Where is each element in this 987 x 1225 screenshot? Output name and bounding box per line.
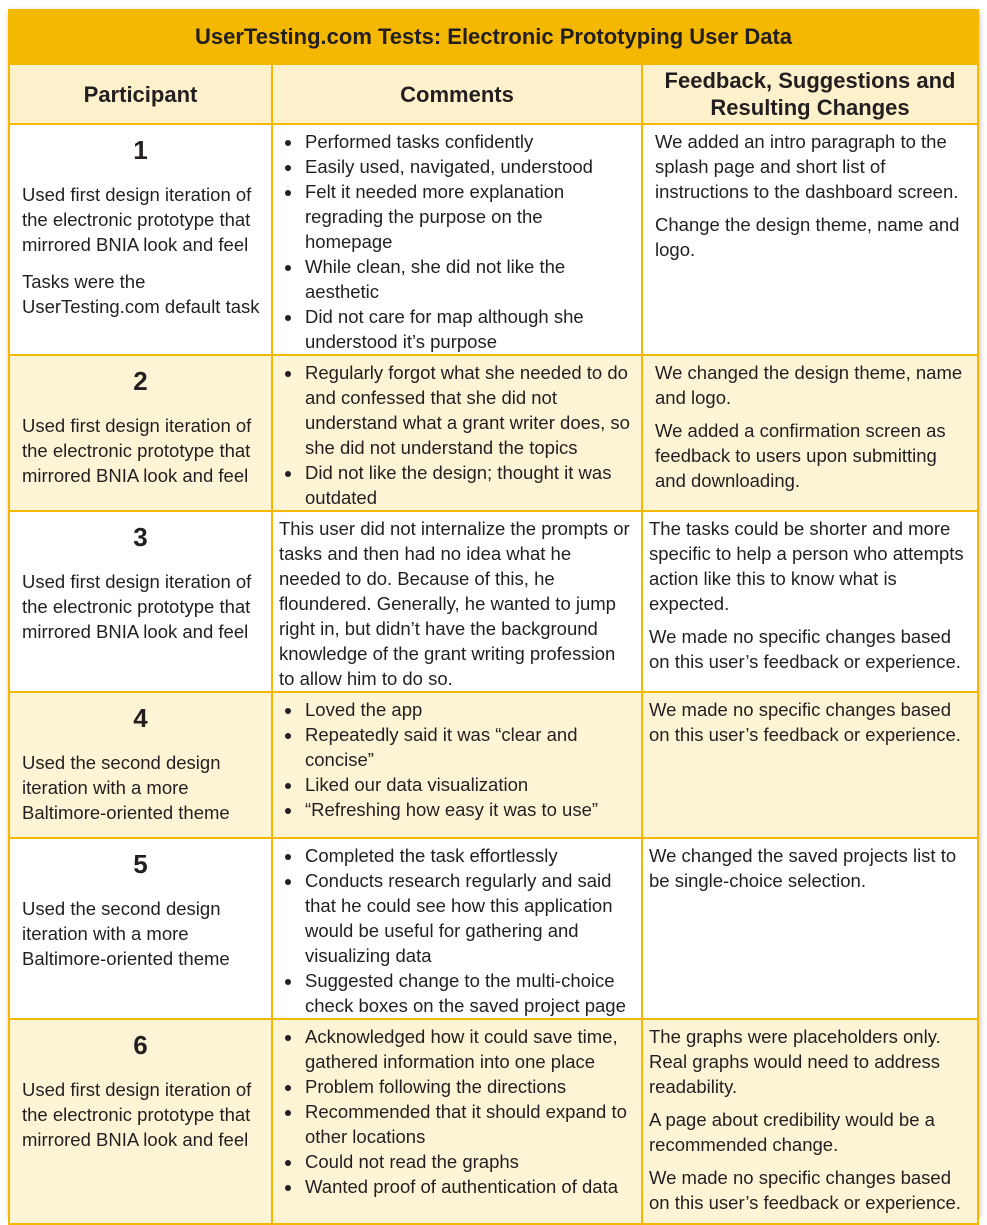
table-title: UserTesting.com Tests: Electronic Prototyping User Data (9, 10, 978, 64)
participant-cell (9, 124, 272, 355)
comments-list (273, 697, 641, 822)
feedback-paragraph: The tasks could be shorter and more specific to help a person who attempts action like this to know what is expected. (649, 518, 964, 614)
feedback-cell (642, 124, 978, 355)
participant-description: Used first design iteration of the electronic prototype that mirrored BNIA look and feel (22, 571, 252, 642)
participant-cell (9, 838, 272, 1019)
table-row (9, 838, 978, 1019)
feedback-cell (642, 692, 978, 838)
feedback-cell (642, 1019, 978, 1224)
comments-list (273, 360, 641, 510)
feedback-paragraph: We made no specific changes based on this user’s feedback or experience. (649, 699, 961, 745)
comment-item: • Recommended that it should expand to other locations (303, 1099, 635, 1149)
feedback-paragraph: Change the design theme, name and logo. (655, 214, 960, 260)
comment-item: • Did not care for map although she understood it’s purpose (303, 304, 635, 354)
feedback-paragraph: A page about credibility would be a recommended change. (649, 1109, 935, 1155)
participant-number: 4 (133, 703, 148, 733)
comment-item: • Suggested change to the multi-choice check boxes on the saved project page (303, 968, 635, 1018)
table-row (9, 124, 978, 355)
comment-item: • Conducts research regularly and said that he could see how this application would be useful for gathering and visualizing data (303, 868, 635, 968)
participant-description: Used first design iteration of the electronic prototype that mirrored BNIA look and feel (22, 1079, 252, 1150)
comments-cell (272, 355, 642, 511)
participant-number: 3 (133, 522, 148, 552)
participant-number: 2 (133, 366, 148, 396)
comments-cell (272, 692, 642, 838)
comment-item: • Acknowledged how it could save time, gathered information into one place (303, 1024, 635, 1074)
participant-description: Used the second design iteration with a more Baltimore-oriented theme (22, 752, 230, 823)
comments-cell (272, 838, 642, 1019)
header-feedback-line2: Resulting Changes (710, 95, 910, 120)
feedback-paragraph: We changed the saved projects list to be single-choice selection. (649, 845, 957, 891)
table-row (9, 355, 978, 511)
participant-cell (9, 511, 272, 692)
participant-number: 1 (133, 135, 148, 165)
feedback-cell (642, 838, 978, 1019)
table-row (9, 692, 978, 838)
comments-list (273, 129, 641, 354)
comments-cell (272, 511, 642, 692)
comments-cell (272, 124, 642, 355)
comment-item: • Repeatedly said it was “clear and concise” (303, 722, 635, 772)
comment-item: • Easily used, navigated, understood (303, 154, 635, 179)
feedback-paragraph: We added an intro paragraph to the splash page and short list of instructions to the dashboard screen. (655, 131, 959, 202)
comment-item: • Could not read the graphs (303, 1149, 635, 1174)
feedback-paragraph: We added a confirmation screen as feedback to users upon submitting and downloading. (655, 420, 946, 491)
comment-item: • Loved the app (303, 697, 635, 722)
comment-item: • Felt it needed more explanation regrading the purpose on the homepage (303, 179, 635, 254)
participant-description: Used the second design iteration with a more Baltimore-oriented theme (22, 898, 230, 969)
user-testing-table-frame (8, 9, 977, 1215)
participant-cell (9, 692, 272, 838)
feedback-cell (642, 355, 978, 511)
comments-list (273, 1024, 641, 1199)
feedback-paragraph: We changed the design theme, name and logo. (655, 362, 963, 408)
comments-list (273, 843, 641, 1018)
header-feedback (642, 64, 978, 124)
comments-cell (272, 1019, 642, 1224)
header-participant: Participant (9, 64, 272, 124)
feedback-paragraph: We made no specific changes based on this user’s feedback or experience. (649, 1167, 961, 1213)
participant-description: Used first design iteration of the electronic prototype that mirrored BNIA look and feel (22, 415, 252, 486)
participant-description: Used first design iteration of the electronic prototype that mirrored BNIA look and feel (22, 184, 252, 255)
comment-item: • While clean, she did not like the aesthetic (303, 254, 635, 304)
user-testing-table (8, 9, 979, 1225)
comment-item: • Completed the task effortlessly (303, 843, 635, 868)
comment-item: • Performed tasks confidently (303, 129, 635, 154)
participant-number: 5 (133, 849, 148, 879)
feedback-paragraph: The graphs were placeholders only. Real graphs would need to address readability. (649, 1026, 941, 1097)
feedback-cell (642, 511, 978, 692)
header-comments: Comments (272, 64, 642, 124)
feedback-paragraph: We made no specific changes based on this user’s feedback or experience. (649, 626, 961, 672)
comment-item: • Problem following the directions (303, 1074, 635, 1099)
comment-item: • Liked our data visualization (303, 772, 635, 797)
comment-paragraph: This user did not internalize the prompts or tasks and then had no idea what he needed to do. Because of this, he floundered. Generally, he wanted to jump right in, but didn’t have the background knowledge of the grant writing profession to allow him to do so. (279, 518, 630, 689)
comment-item: • Did not like the design; thought it was outdated (303, 460, 635, 510)
comment-item: • Wanted proof of authentication of data (303, 1174, 635, 1199)
participant-cell (9, 355, 272, 511)
table-row (9, 511, 978, 692)
participant-number: 6 (133, 1030, 148, 1060)
comment-item: • “Refreshing how easy it was to use” (303, 797, 635, 822)
table-row (9, 1019, 978, 1224)
comment-item: • Regularly forgot what she needed to do and confessed that she did not understand what a grant writer does, so she did not understand the topics (303, 360, 635, 460)
header-feedback-line1: Feedback, Suggestions and (664, 68, 956, 93)
participant-cell (9, 1019, 272, 1224)
participant-tasks-note: Tasks were the UserTesting.com default task (22, 271, 260, 317)
